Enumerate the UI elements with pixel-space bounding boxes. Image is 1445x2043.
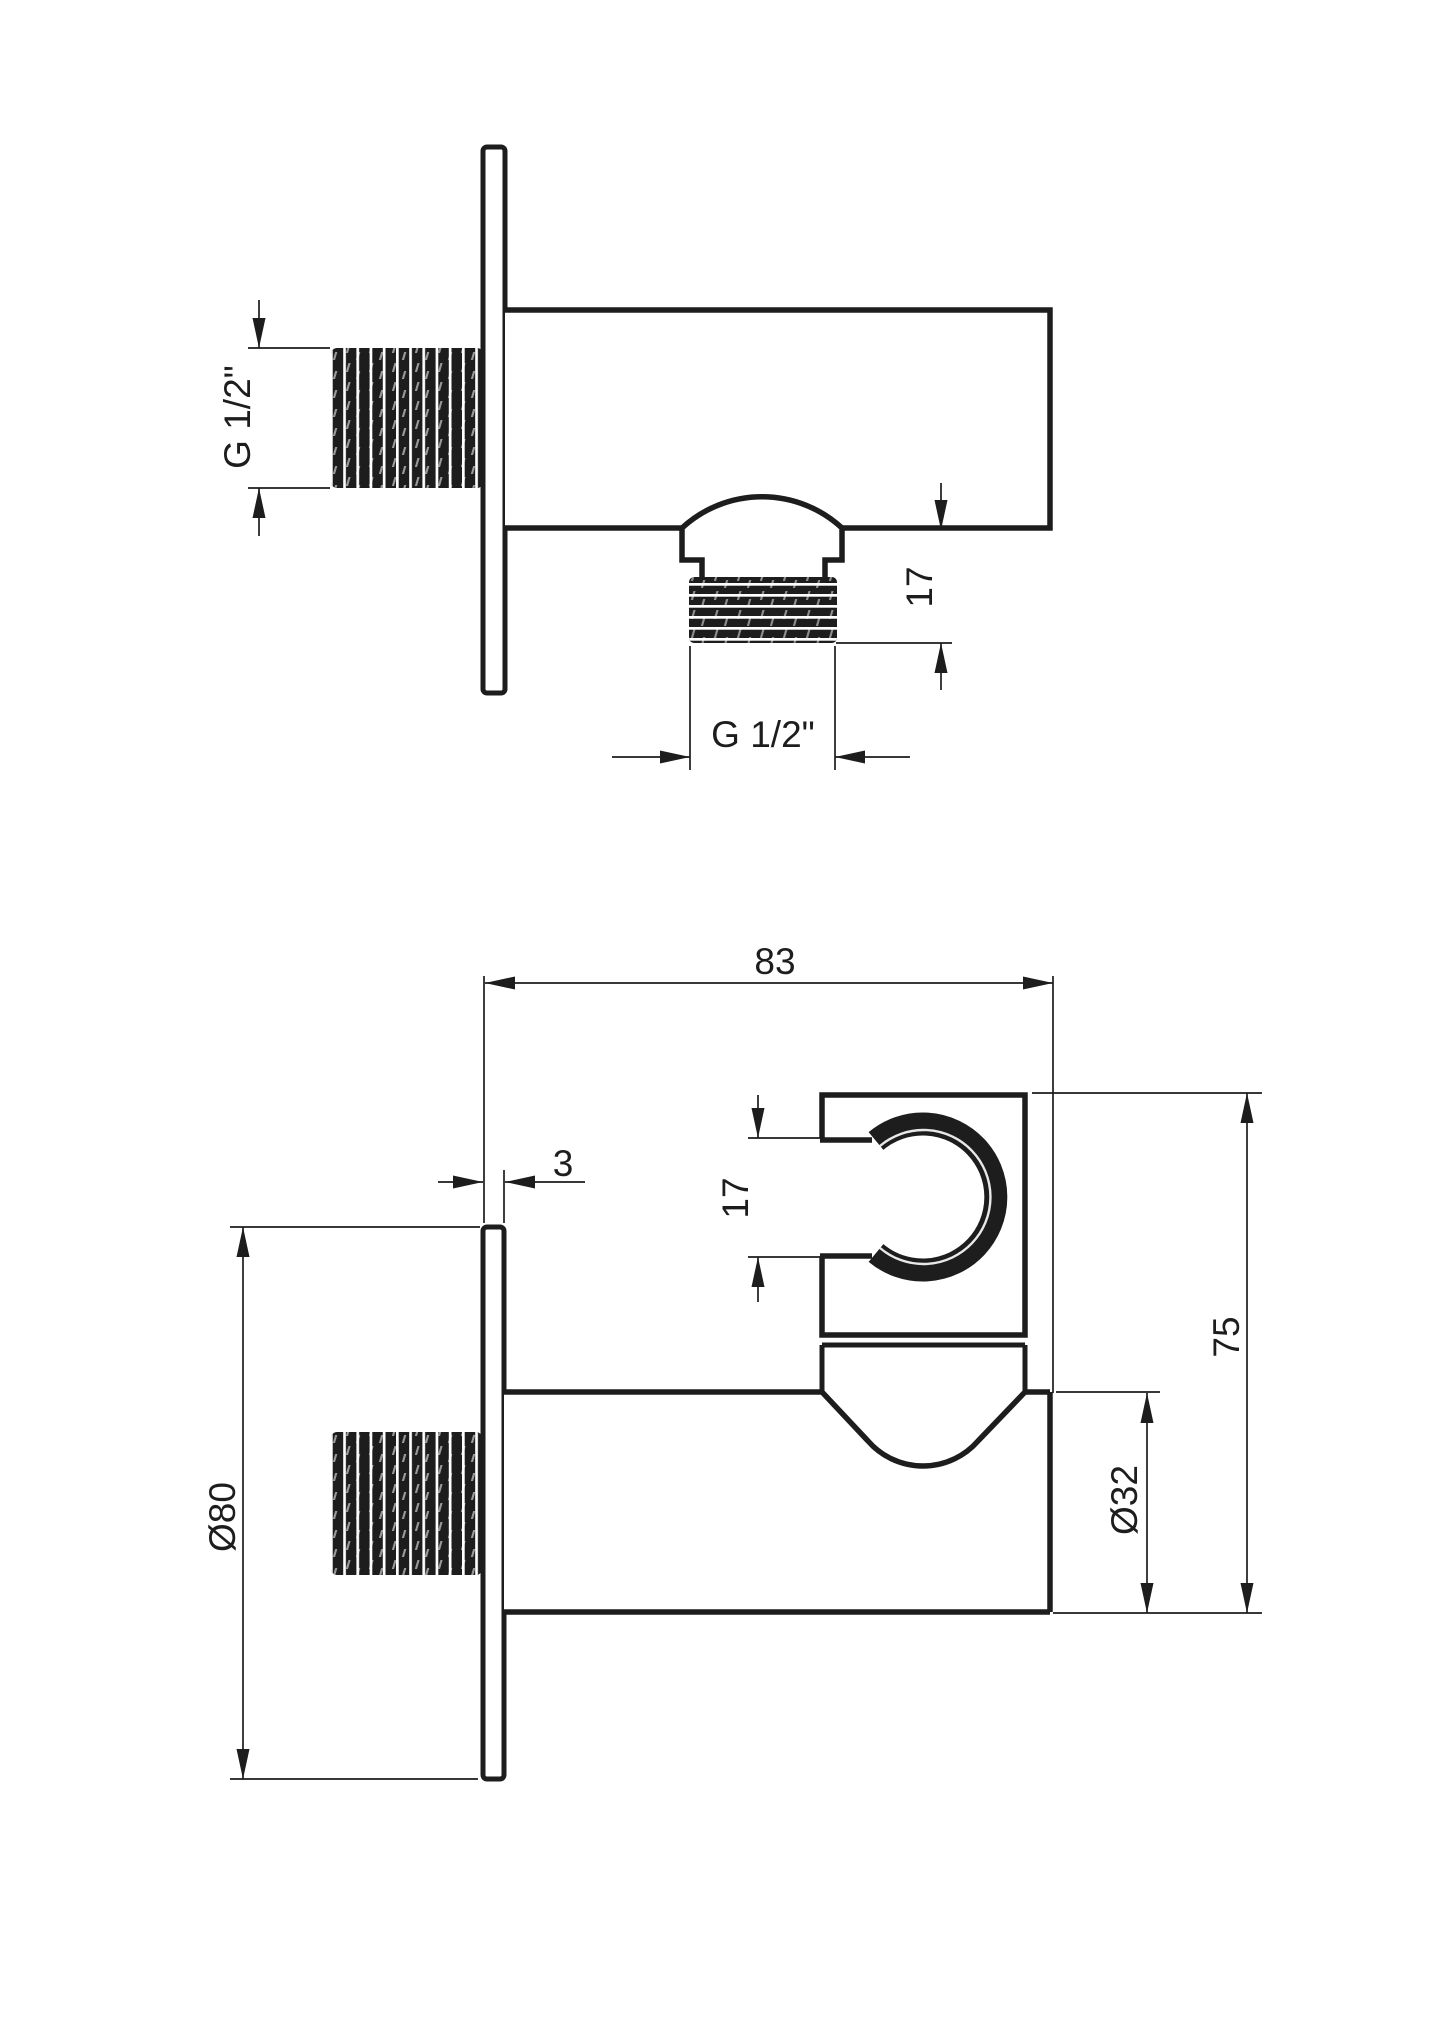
arrow-down-icon (253, 318, 266, 348)
arrow-right-icon (1023, 977, 1053, 990)
arrow-right-icon (453, 1176, 483, 1189)
outlet-boss-dome (682, 497, 842, 577)
dim-17-extension-lines (748, 1138, 820, 1257)
arrow-left-icon (505, 1176, 535, 1189)
dim-inlet-extension-lines (248, 348, 330, 488)
arrow-down-icon (752, 1108, 765, 1138)
arrow-up-icon (752, 1257, 765, 1287)
arrow-left-icon (485, 977, 515, 990)
holder-opening-label: 17 (715, 1177, 756, 1219)
arrow-down-icon (237, 1749, 250, 1779)
body-diameter-label: Ø32 (1104, 1465, 1145, 1535)
front-view (331, 1095, 1050, 1779)
wall-plate-top-view (483, 147, 505, 693)
arrow-up-icon (237, 1227, 250, 1257)
arrow-down-icon (1241, 1583, 1254, 1613)
inlet-thread-texture (331, 1432, 482, 1575)
dim-outlet-thread (612, 646, 910, 770)
top-view (331, 147, 1050, 693)
outlet-thread-length-label: 17 (899, 566, 940, 608)
arrow-up-icon (1241, 1093, 1254, 1123)
body-cylinder-fill (504, 1392, 1050, 1612)
dim-inlet-thread (217, 300, 330, 536)
dim-plate-thickness (438, 1143, 585, 1223)
overall-width-label: 83 (754, 941, 796, 982)
arrow-right-icon (660, 751, 690, 764)
inlet-thread-label: G 1/2" (217, 365, 258, 469)
arrow-up-icon (1141, 1393, 1154, 1423)
outlet-thread-label: G 1/2" (711, 714, 815, 755)
inlet-thread-texture (331, 348, 483, 488)
plate-diameter-label: Ø80 (202, 1482, 243, 1552)
holder-stem (822, 1345, 1025, 1392)
arrow-left-icon (835, 751, 865, 764)
plate-thickness-label: 3 (552, 1143, 574, 1184)
arrow-down-icon (1141, 1583, 1154, 1613)
inlet-thread-front-view (331, 1432, 482, 1575)
outlet-thread-top-view (689, 577, 837, 643)
arrow-up-icon (935, 643, 948, 673)
overall-height-label: 75 (1206, 1316, 1247, 1358)
dim-body-diameter (1056, 1392, 1160, 1613)
wall-plate-front-view (483, 1227, 504, 1779)
outlet-thread-texture (689, 577, 837, 643)
arrow-up-icon (253, 488, 266, 518)
front-view-dimensions (202, 941, 1262, 1779)
dim-holder-opening (715, 1095, 820, 1302)
inlet-thread-top-view (331, 348, 483, 488)
